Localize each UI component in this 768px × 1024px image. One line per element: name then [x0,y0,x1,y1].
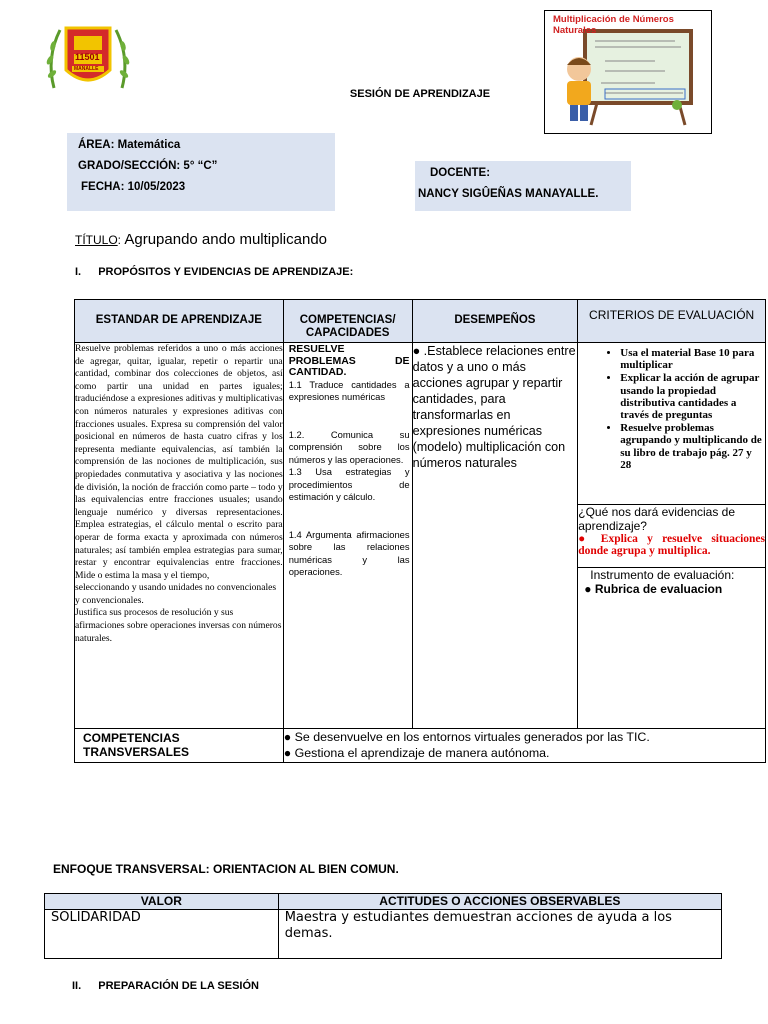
actitud-cell: Maestra y estudiantes demuestran acciones de ayuda a los demas. [278,910,721,959]
bullet-icon: ● [584,582,592,596]
criterio-item: • Explicar la acción de agrupar usando la propiedad distributiva cantidades a través de preguntas [620,372,765,421]
session-title: TÍTULO: Agrupando ando multiplicando [75,231,328,248]
learning-table [74,299,766,763]
desempenos-cell [412,343,578,729]
bullet-icon: ● [578,533,592,545]
logo-name: MANALLE [74,66,99,72]
desempeno-text: .Establece relaciones entre datos y a uno o más acciones agrupar y repartir cantidades, para transformarlas en expresiones numéricas (modelo) multiplicación con números naturales [412,344,576,470]
docente-name: NANCY SIGÛEÑAS MANAYALLE. [418,188,599,200]
illustration-caption: Multiplicación de Números Naturales [553,14,674,36]
logo-number: 11501 [75,52,100,62]
criterios-cell [578,343,766,505]
instrumento-text: Rubrica de evaluacion [594,582,723,596]
header-criterios: CRITERIOS DE EVALUACIÓN [578,300,766,343]
valores-header-valor: VALOR [45,894,279,910]
section-1-title: PROPÓSITOS Y EVIDENCIAS DE APRENDIZAJE: [98,266,354,278]
transversales-cell [283,729,765,763]
criterio-item: • Resuelve problemas agrupando y multiplicando de su libro de trabajo pág. 27 y 28 [620,422,765,471]
instrumento-label: Instrumento de evaluación: [590,568,735,582]
header-competencias: COMPETENCIAS/ CAPACIDADES [283,300,412,343]
competencia-title: RESUELVE PROBLEMAS DE CANTIDAD. [288,343,410,378]
illustration-box [544,10,712,134]
estandar-text: Resuelve problemas referidos a uno o más acciones de agregar, quitar, igualar, repetir o repartir una cantidad, combinar dos colecciones de objetos, así como partir una unidad en partes iguales; traduciéndose a expresiones aditivas y multiplicativas con números naturales y expresiones aditivas con fracciones usuales. Expresa su comprensión del valor posicional en números de hasta cuatro cifras y los representa mediante equivalencias, así también la comprensión de las nociones de multiplicación, sus propiedades conmutativa y asociativa y las nociones de división, la noción de fracción como parte – todo y las equivalencias entre fracciones usuales; usando lenguaje numérico y diversas representaciones. Emplea estrategias, el cálculo mental o escrito para operar de forma exacta y aproximada con números naturales; así también emplea estrategias para sumar, restar y encontrar equivalencias entre fracciones. Mide o estima la masa y el tiempo, [75,343,283,581]
docente-label: DOCENTE: [430,167,491,179]
area-label: ÁREA: Matemática [78,139,181,151]
transversal-item: Se desenvuelve en los entornos virtuales generados por las TIC. [294,730,650,744]
grado-label: GRADO/SECCIÓN: 5° “C” [78,160,218,172]
bullet-icon: ● [283,746,292,760]
criterios-list [578,347,765,471]
competencias-cell [283,343,412,729]
estandar-text-3: Justifica sus procesos de resolución y sus afirmaciones sobre operaciones inversas con números naturales. [75,607,282,644]
teacher-box [415,161,631,211]
capacidad-3: 1.3 Usa estrategias y procedimientos de estimación y cálculo. [288,466,410,502]
section-2-number: II. [72,980,82,992]
evidencias-cell [578,505,766,568]
section-1-heading [75,266,353,278]
info-box [67,133,335,211]
instrumento-cell [578,568,766,729]
transversales-label: COMPETENCIAS TRANSVERSALES [75,729,284,763]
transversal-item: Gestiona el aprendizaje de manera autónoma. [294,746,550,760]
header-estandar: ESTANDAR DE APRENDIZAJE [75,300,284,343]
section-2-title: PREPARACIÓN DE LA SESIÓN [98,980,259,992]
fecha-label: FECHA: 10/05/2023 [81,181,186,193]
titulo-text: Agrupando ando multiplicando [124,231,328,248]
capacidad-1: 1.1 Traduce cantidades a expresiones numéricas [288,378,410,402]
capacidad-4: 1.4 Argumenta afirmaciones sobre las relaciones numéricas y las operaciones. [288,528,410,577]
evidencia-question: ¿Qué nos dará evidencias de aprendizaje? [578,505,736,533]
valores-header-actitudes: ACTITUDES O ACCIONES OBSERVABLES [278,894,721,910]
enfoque-heading: ENFOQUE TRANSVERSAL: ORIENTACION AL BIEN COMUN. [53,862,399,876]
bullet-icon: ● [283,730,292,744]
estandar-cell [75,343,284,729]
document-title: SESIÓN DE APRENDIZAJE [349,88,491,100]
school-logo [44,18,132,96]
section-1-number: I. [75,266,82,278]
titulo-label: TÍTULO [75,233,118,247]
header-desempenos: DESEMPEÑOS [412,300,578,343]
criterio-item: • Usa el material Base 10 para multiplicar [620,347,765,371]
section-2-heading [72,980,259,992]
valor-cell: SOLIDARIDAD [45,910,279,959]
estandar-text-2: seleccionando y usando unidades no convencionales y convencionales. [75,582,277,606]
bullet-icon: ● [412,344,421,358]
capacidad-2: 1.2. Comunica su comprensión sobre los números y las operaciones. [288,428,410,465]
valores-table [44,893,722,959]
evidencia-text: Explica y resuelve situaciones donde agrupa y multiplica. [578,533,765,557]
